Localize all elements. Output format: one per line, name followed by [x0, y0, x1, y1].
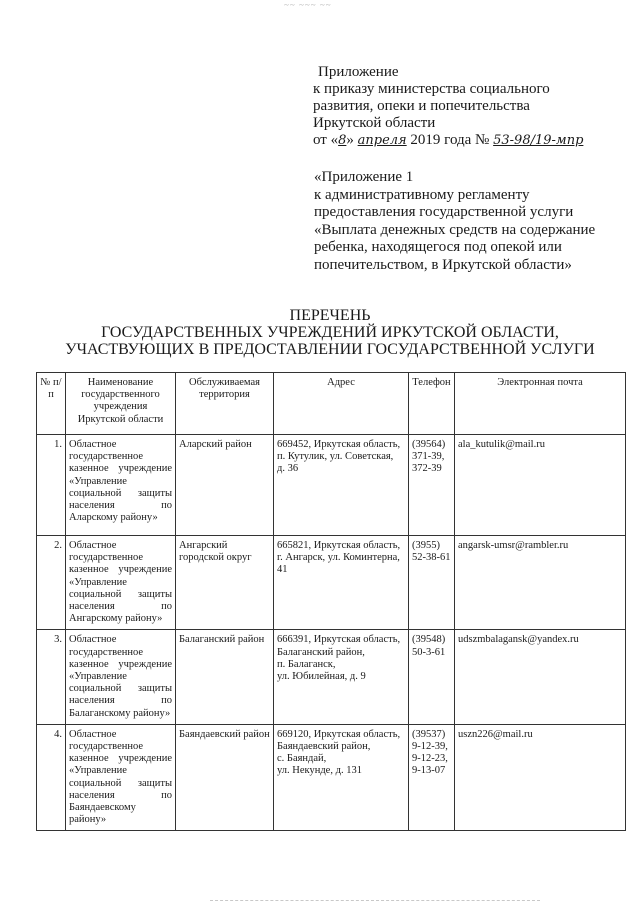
- appendix-line-3: развития, опеки и попечительства: [313, 98, 530, 114]
- cell-line: Ангарскому району»: [69, 613, 163, 625]
- address: [274, 435, 409, 536]
- email: uszn226@mail.ru: [455, 724, 626, 831]
- cell-line: казенное учреждение: [69, 564, 172, 576]
- table-row: [37, 630, 626, 724]
- row-number: 4.: [37, 724, 66, 831]
- table-row: [37, 435, 626, 536]
- cell-line: Аларскому району»: [69, 512, 158, 524]
- cell-line: 9-12-23,: [412, 753, 448, 765]
- header-phone: Телефон: [409, 373, 455, 435]
- cell-line: Областное: [69, 540, 117, 551]
- cell-line: населения по: [69, 695, 172, 707]
- cell-line: Областное: [69, 439, 117, 450]
- email: udszmbalagansk@yandex.ru: [455, 630, 626, 724]
- cell-line: Балаганскому району»: [69, 707, 171, 719]
- table-row: [37, 536, 626, 630]
- date-prefix: от «: [313, 132, 339, 148]
- cell-line: 666391, Иркутская область,: [277, 634, 401, 646]
- institutions-table: [36, 372, 626, 831]
- header-territory: Обслуживаемая территория: [176, 373, 274, 435]
- address: [274, 724, 409, 831]
- cell-line: 372-39: [412, 463, 442, 475]
- cell-line: г. Ангарск, ул. Коминтерна,: [277, 552, 400, 564]
- phone: [409, 630, 455, 724]
- cell-line: п. Балаганск,: [277, 658, 336, 670]
- address: [274, 630, 409, 724]
- institution-name: [66, 630, 176, 724]
- cell-line: 9-13-07: [412, 765, 446, 777]
- title-line: ГОСУДАРСТВЕННЫХ УЧРЕЖДЕНИЙ ИРКУТСКОЙ ОБЛАСТИ,: [101, 324, 559, 341]
- cell-line: 52-38-61: [412, 552, 451, 564]
- cell-line: ул. Юбилейная, д. 9: [277, 671, 366, 683]
- row-number: 2.: [37, 536, 66, 630]
- document-title: [40, 307, 620, 358]
- territory: Баяндаевский район: [176, 724, 274, 831]
- bottom-scan-mark: [210, 900, 540, 903]
- regulation-line: к административному регламенту: [314, 186, 530, 203]
- date-month-handwritten: апреля: [357, 133, 407, 148]
- title-line: ПЕРЕЧЕНЬ: [289, 307, 371, 324]
- table-header-row: [37, 373, 626, 435]
- cell-line: (39564): [412, 439, 446, 450]
- row-number: 3.: [37, 630, 66, 724]
- cell-line: Баяндаевский район,: [277, 741, 371, 753]
- cell-line: населения по: [69, 789, 172, 801]
- regulation-line: «Приложение 1: [314, 169, 414, 185]
- date-day-handwritten: 8: [338, 133, 347, 148]
- cell-line: (39537): [412, 728, 446, 740]
- cell-line: 9-12-39,: [412, 741, 448, 753]
- regulation-line: попечительством, в Иркутской области»: [314, 256, 572, 273]
- cell-line: д. 36: [277, 463, 299, 475]
- cell-line: Областное: [69, 728, 117, 740]
- header-name: Наименование государственного учреждения Иркутской области: [66, 373, 176, 435]
- cell-line: «Управление: [69, 765, 127, 777]
- cell-line: Баяндаевскому: [69, 802, 136, 814]
- institution-name: [66, 536, 176, 630]
- cell-line: населения по: [69, 601, 172, 613]
- territory: Балаганский район: [176, 630, 274, 724]
- cell-line: «Управление: [69, 576, 127, 588]
- appendix-line-1: Приложение: [318, 64, 399, 80]
- appendix-date-line: [313, 132, 618, 149]
- institution-name: [66, 724, 176, 831]
- date-year-text: 2019 года №: [410, 132, 490, 148]
- territory: Ангарский городской округ: [176, 536, 274, 630]
- row-number: 1.: [37, 435, 66, 536]
- order-number-handwritten: 53-98/19-мпр: [493, 133, 584, 148]
- date-quote-close: »: [346, 132, 354, 148]
- order-appendix-block: [313, 64, 618, 149]
- territory: Аларский район: [176, 435, 274, 536]
- regulation-appendix-block: [314, 169, 624, 274]
- cell-line: населения по: [69, 500, 172, 512]
- cell-line: казенное учреждение: [69, 753, 172, 765]
- regulation-line: «Выплата денежных средств на содержание: [314, 221, 596, 238]
- phone: [409, 435, 455, 536]
- regulation-line: предоставления государственной услуги: [314, 204, 574, 220]
- cell-line: государственное: [69, 741, 144, 753]
- email: angarsk-umsr@rambler.ru: [455, 536, 626, 630]
- cell-line: «Управление: [69, 671, 127, 683]
- header-email: Электронная почта: [455, 373, 626, 435]
- institution-name: [66, 435, 176, 536]
- table-row: [37, 724, 626, 831]
- email: ala_kutulik@mail.ru: [455, 435, 626, 536]
- cell-line: казенное учреждение: [69, 658, 172, 670]
- cell-line: п. Кутулик, ул. Советская,: [277, 451, 394, 463]
- cell-line: ул. Некунде, д. 131: [277, 765, 362, 777]
- cell-line: Областное: [69, 634, 117, 646]
- address: [274, 536, 409, 630]
- cell-line: «Управление: [69, 475, 127, 487]
- top-scan-mark: ~~ ~~~ ~~: [284, 0, 332, 10]
- cell-line: казенное учреждение: [69, 463, 172, 475]
- cell-line: государственное: [69, 451, 144, 463]
- cell-line: с. Баяндай,: [277, 753, 327, 765]
- cell-line: (3955): [412, 540, 440, 551]
- header-address: Адрес: [274, 373, 409, 435]
- cell-line: (39548): [412, 634, 446, 646]
- phone: [409, 724, 455, 831]
- cell-line: социальной защиты: [69, 683, 172, 695]
- cell-line: 41: [277, 564, 288, 576]
- cell-line: 665821, Иркутская область,: [277, 540, 401, 551]
- cell-line: социальной защиты: [69, 487, 172, 499]
- title-line: УЧАСТВУЮЩИХ В ПРЕДОСТАВЛЕНИИ ГОСУДАРСТВЕННОЙ УСЛУГИ: [65, 341, 595, 358]
- cell-line: Балаганский район,: [277, 646, 365, 658]
- phone: [409, 536, 455, 630]
- regulation-line: ребенка, находящегося под опекой или: [314, 239, 562, 255]
- appendix-line-2: к приказу министерства социального: [313, 81, 550, 97]
- appendix-line-4: Иркутской области: [313, 115, 436, 131]
- cell-line: 371-39,: [412, 451, 445, 463]
- cell-line: государственное: [69, 646, 144, 658]
- cell-line: 50-3-61: [412, 646, 446, 658]
- cell-line: государственное: [69, 552, 144, 564]
- cell-line: 669452, Иркутская область,: [277, 439, 401, 450]
- cell-line: социальной защиты: [69, 588, 172, 600]
- cell-line: социальной защиты: [69, 777, 172, 789]
- header-num: № п/п: [37, 373, 66, 435]
- cell-line: 669120, Иркутская область,: [277, 728, 401, 740]
- cell-line: району»: [69, 814, 107, 826]
